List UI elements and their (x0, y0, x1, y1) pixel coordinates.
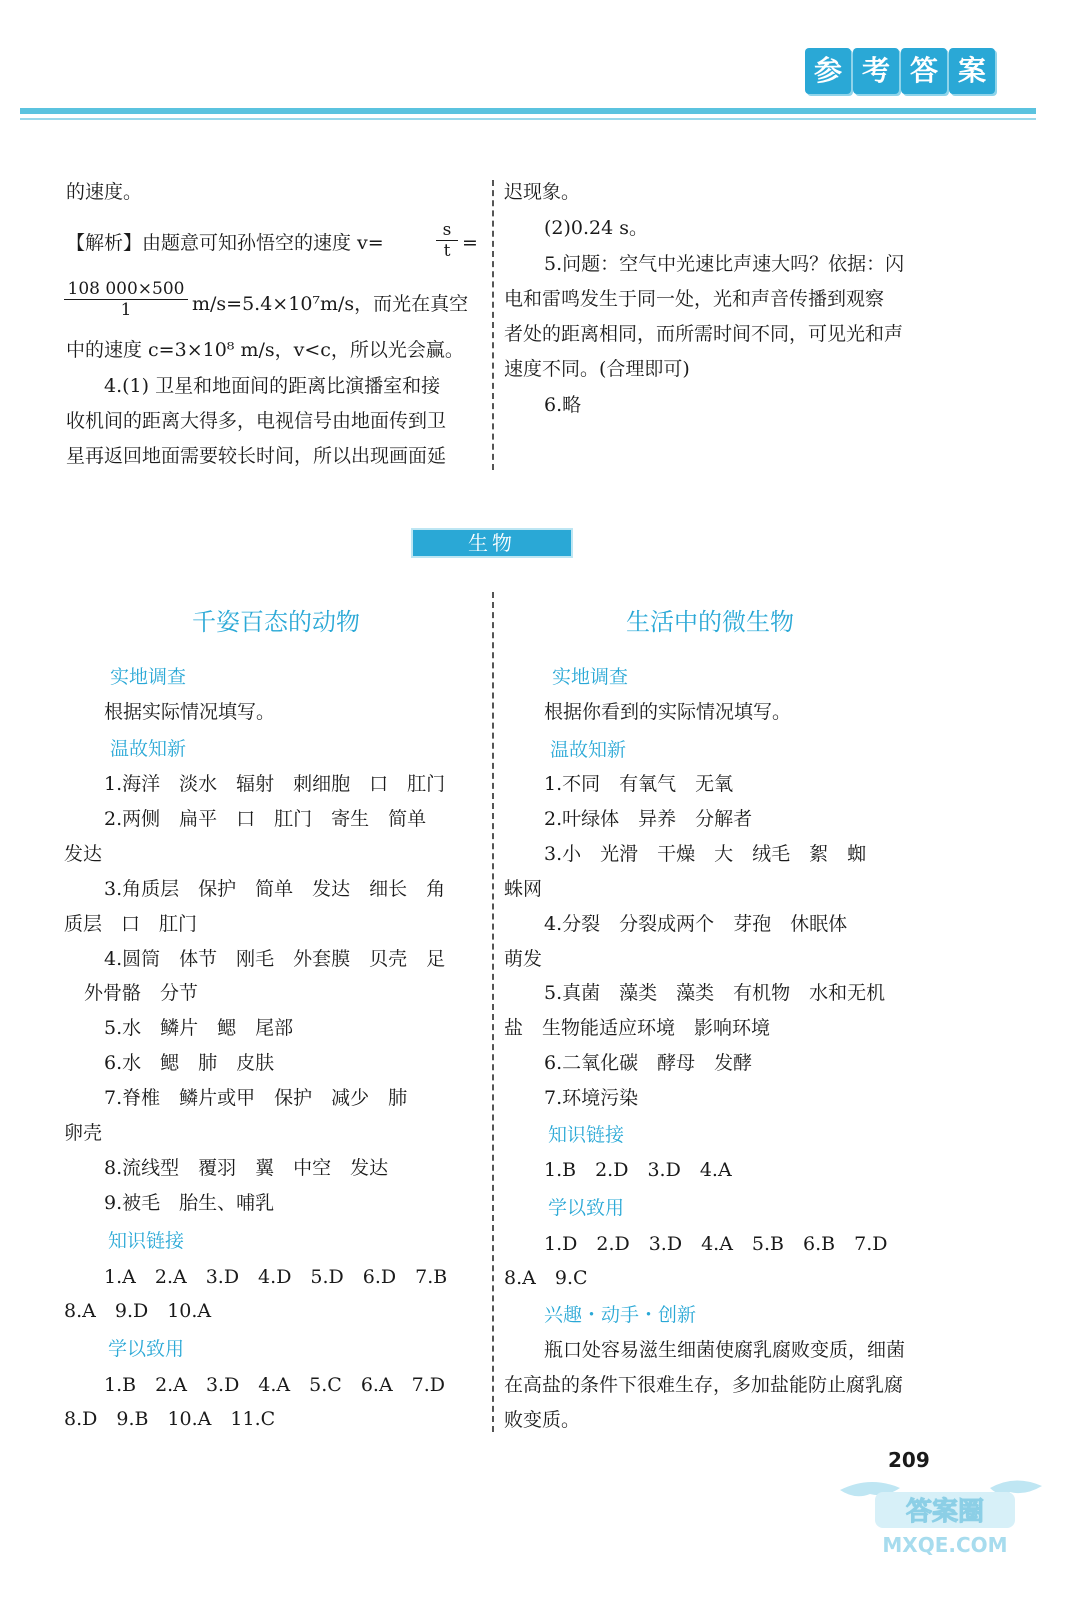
top-right-line-2: (2)0.24 s。 (544, 217, 649, 239)
top-left-line-4: 中的速度 c=3×10⁸ m/s，v<c，所以光会赢。 (66, 339, 464, 361)
top-left-line-6: 收机间的距离大得多，电视信号由地面传到卫 (66, 410, 447, 432)
top-right-line-5: 者处的距离相同，而所需时间不同，可见光和声 (504, 323, 904, 345)
right-survey-text: 根据你看到的实际情况填写。 (544, 701, 792, 723)
right-review-3: 3.小 光滑 干燥 大 绒毛 絮 蜘 (544, 843, 867, 865)
left-review-9: 6.水 鳃 肺 皮肤 (104, 1052, 275, 1074)
top-right-line-7: 6.略 (544, 394, 582, 416)
left-survey-text: 根据实际情况填写。 (104, 701, 276, 723)
right-review-9: 6.二氧化碳 酵母 发酵 (544, 1052, 753, 1074)
top-right-line-6: 速度不同。(合理即可) (504, 358, 690, 380)
left-heading-survey: 实地调查 (110, 666, 187, 688)
right-review-8: 盐 生物能适应环境 影响环境 (504, 1017, 771, 1039)
fraction-numerator: s (442, 220, 452, 240)
header-tile-3: 答 (901, 48, 947, 94)
right-apply-1: 1.D 2.D 3.D 4.A 5.B 6.B 7.D (544, 1233, 888, 1255)
right-review-10: 7.环境污染 (544, 1087, 639, 1109)
left-review-8: 5.水 鳞片 鳃 尾部 (104, 1017, 294, 1039)
header-tile-2: 考 (853, 48, 899, 94)
right-column-title: 生活中的微生物 (626, 608, 794, 636)
left-heading-link: 知识链接 (108, 1230, 185, 1252)
left-review-11: 卵壳 (64, 1122, 103, 1144)
top-left-line-5: 4.(1) 卫星和地面间的距离比演播室和接 (104, 375, 441, 397)
header-rule (20, 108, 1036, 114)
left-link-2: 8.A 9.D 10.A (64, 1300, 212, 1322)
header-tile-4: 案 (949, 48, 995, 94)
left-review-1: 1.海洋 淡水 辐射 刺细胞 口 肛门 (104, 773, 446, 795)
top-right-line-3: 5.问题：空气中光速比声速大吗？依据：闪 (544, 253, 905, 275)
page-number: 209 (888, 1448, 930, 1472)
right-link-1: 1.B 2.D 3.D 4.A (544, 1159, 732, 1181)
fraction-denominator: t (436, 240, 458, 261)
right-heading-interest: 兴趣・动手・创新 (544, 1304, 697, 1326)
right-review-6: 萌发 (504, 948, 543, 970)
right-review-2: 2.叶绿体 异养 分解者 (544, 808, 753, 830)
left-review-7: 外骨骼 分节 (84, 982, 199, 1004)
fraction-calc-denominator: 1 (64, 299, 188, 320)
left-apply-1: 1.B 2.A 3.D 4.A 5.C 6.A 7.D (104, 1374, 446, 1396)
top-right-line-4: 电和雷鸣发生于同一处，光和声音传播到观察 (504, 288, 885, 310)
column-divider-top (492, 180, 494, 470)
left-review-10: 7.脊椎 鳞片或甲 保护 减少 肺 (104, 1087, 408, 1109)
right-heading-link: 知识链接 (548, 1124, 625, 1146)
fraction-calc-numerator: 108 000×500 (67, 279, 185, 299)
svg-text:答案圈: 答案圈 (905, 1497, 985, 1527)
section-banner-biology: 生物 (413, 530, 571, 556)
left-link-1: 1.A 2.A 3.D 4.D 5.D 6.D 7.B (104, 1266, 448, 1288)
right-heading-survey: 实地调查 (552, 666, 629, 688)
top-left-equals: = (462, 232, 478, 254)
right-review-5: 4.分裂 分裂成两个 芽孢 休眠体 (544, 913, 848, 935)
left-review-5: 质层 口 肛门 (64, 913, 198, 935)
right-review-4: 蛛网 (504, 878, 543, 900)
fraction-calculation (64, 279, 188, 320)
top-left-line-1: 的速度。 (66, 181, 143, 203)
header-tile-1: 参 (805, 48, 851, 94)
watermark-text: MXQE.COM (882, 1533, 1008, 1557)
right-heading-review: 温故知新 (550, 739, 627, 761)
left-heading-review: 温故知新 (110, 738, 187, 760)
right-interest-3: 败变质。 (504, 1409, 581, 1431)
right-interest-1: 瓶口处容易滋生细菌使腐乳腐败变质，细菌 (544, 1339, 906, 1361)
left-review-4: 3.角质层 保护 简单 发达 细长 角 (104, 878, 446, 900)
header-rule-thin (20, 118, 1036, 120)
left-column-title: 千姿百态的动物 (192, 608, 360, 636)
top-left-line-2: 【解析】由题意可知孙悟空的速度 v= (66, 232, 384, 254)
left-heading-apply: 学以致用 (108, 1338, 185, 1360)
right-apply-2: 8.A 9.C (504, 1267, 588, 1289)
column-divider-bottom (492, 592, 494, 1432)
top-left-line-7: 星再返回地面需要较长时间，所以出现画面延 (66, 445, 447, 467)
right-review-1: 1.不同 有氧气 无氧 (544, 773, 734, 795)
right-interest-2: 在高盐的条件下很难生存，多加盐能防止腐乳腐 (504, 1374, 904, 1396)
left-review-12: 8.流线型 覆羽 翼 中空 发达 (104, 1157, 389, 1179)
left-review-3: 发达 (64, 843, 103, 865)
left-apply-2: 8.D 9.B 10.A 11.C (64, 1408, 276, 1430)
right-review-7: 5.真菌 藻类 藻类 有机物 水和无机 (544, 982, 886, 1004)
top-left-line-3: m/s=5.4×10⁷m/s，而光在真空 (192, 293, 469, 315)
left-review-2: 2.两侧 扁平 口 肛门 寄生 简单 (104, 808, 427, 830)
right-heading-apply: 学以致用 (548, 1197, 625, 1219)
left-review-6: 4.圆筒 体节 刚毛 外套膜 贝壳 足 (104, 948, 446, 970)
watermark-logo (830, 1470, 1050, 1560)
left-review-13: 9.被毛 胎生、哺乳 (104, 1192, 275, 1214)
fraction-s-over-t (436, 220, 458, 261)
top-right-line-1: 迟现象。 (504, 181, 581, 203)
